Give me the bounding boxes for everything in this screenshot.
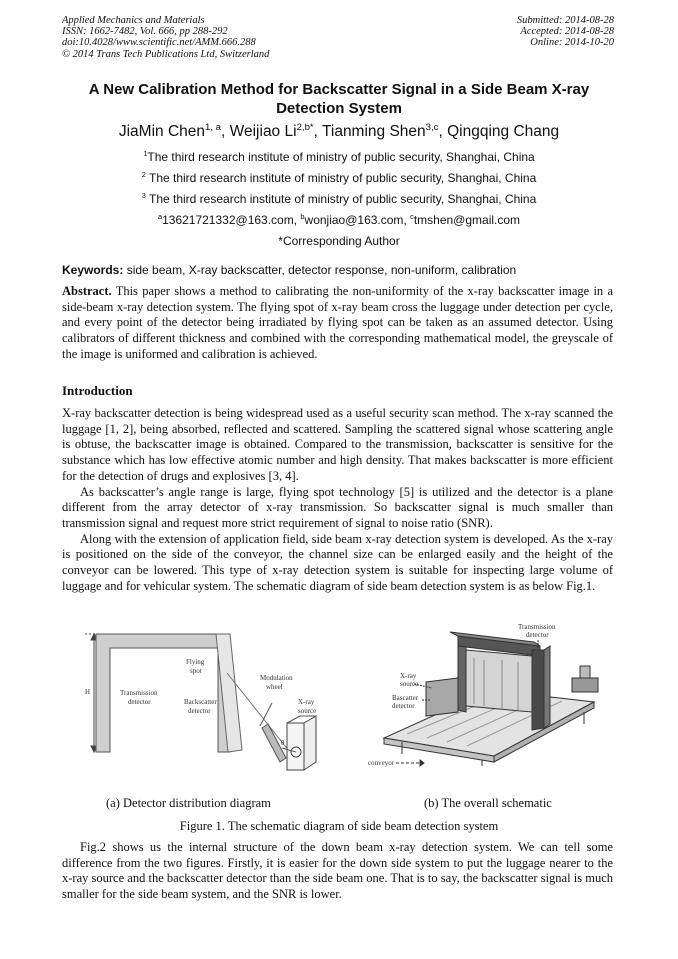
email-a: 13621721332@163.com, [162, 213, 298, 227]
author-name: Weijiao Li [229, 123, 297, 140]
label-b-transmission-detector-2: detector [526, 631, 549, 639]
label-xray-source-2: source [298, 707, 317, 715]
intro-paragraph-2: As backscatter’s angle range is large, flying spot technology [5] is utilized and the detector is a plane different from the array detector of x-ray transmission. So backscatter signal is much smaller than transmission signal and request more strict requirement of signal to noise ratio (SNR). [62, 484, 613, 530]
label-b-xray-source: X-ray [400, 672, 417, 680]
intro-paragraph-1: X-ray backscatter detection is being widespread used as a useful security scan method. The x-ray scanned the luggage [1, 2], being absorbed, reflected and scattered. Sampling the scattered signal whose scattering angle is obtuse, the backscatter image is obtained. Compared to the transmission, backscatter is sensitive for the substance which has low effective atomic number and high density. That makes backscatter is more efficient for the detection of drugs and explosives [3, 4]. [62, 406, 613, 483]
figure-1b-overall-schematic [362, 620, 612, 770]
abstract-text: This paper shows a method to calibrating the non-uniformity of the x-ray backscatter image in a side-beam x-ray detection system. The flying spot of x-ray beam cross the luggage under detection per cycle, and every point of the detector being irradiated by flying spot can be taken as an assumed detector. Using calibrators of different thickness and combined with the corresponding mathematical model, the greyscale of the image is uniformed and calibration is achieved. [62, 284, 614, 361]
abstract-label: Abstract. [62, 284, 112, 298]
introduction-body [62, 406, 613, 594]
label-theta: θ [281, 739, 285, 747]
label-b-transmission-detector: Transmission [518, 623, 556, 631]
submitted-date: Submitted: 2014-08-28 [516, 15, 614, 26]
affiliation-2 [62, 171, 616, 185]
label-modulation-wheel: Modulation [260, 674, 293, 682]
email-sup: c [410, 212, 414, 221]
section-heading-introduction: Introduction [62, 383, 133, 398]
accepted-date: Accepted: 2014-08-28 [520, 26, 614, 38]
label-backscatter-detector-2: detector [188, 707, 211, 715]
aff-sup: 1 [143, 149, 148, 158]
label-transmission-detector: Transmission [120, 689, 158, 697]
keywords-text: side beam, X-ray backscatter, detector response, non-uniform, calibration [126, 263, 517, 277]
affiliation-3 [62, 192, 616, 206]
dates-info [517, 15, 614, 49]
author-list: JiaMin Chen$^{1, a}$, Weijiao $Li^{2,b*}$, Tianming Shen$^{3,c}$, Qingqing Chang [118, 121, 560, 140]
keywords [62, 263, 616, 277]
author-name: JiaMin Chen [118, 123, 205, 140]
corresponding-author: *Corresponding Author [278, 234, 400, 248]
author-sup: 2,b* [296, 121, 314, 133]
label-transmission-detector-2: detector [128, 698, 151, 706]
label-b-xray-source-2: source [400, 680, 419, 688]
fig2-paragraph-text: Fig.2 shows us the internal structure of the down beam x-ray detection system. We can tell some difference from the two figures. Firstly, it is easier for the down side system to put the luggage nearer to the x-ray source and the backscatter detector than the side beam one. That is to say, the backscatter signal is much smaller for the side beam system, and the SNR is lower. [62, 840, 613, 902]
author-name: Qingqing Chang [447, 123, 560, 140]
figure-1-caption: Figure 1. The schematic diagram of side beam detection system [179, 819, 499, 833]
intro-paragraph-3: Along with the extension of application field, side beam x-ray detection system is developed. As the x-ray is positioned on the side of the conveyor, the channel size can be enlarged easily and the height of the conveyor can be lowered. This type of x-ray detection system is suitable for inspecting large volume of luggage and for vehicular system. The schematic diagram of side beam detection system is as below Fig.1. [62, 531, 613, 593]
email-sup: a [157, 212, 163, 221]
issn-line: ISSN: 1662-7482, Vol. 666, pp 288-292 [62, 26, 228, 38]
aff-text: The third research institute of ministry of public security, Shanghai, China [148, 171, 537, 185]
paragraph-fig2 [62, 840, 613, 903]
label-modulation-wheel-2: wheel [266, 683, 283, 691]
email-line [62, 213, 616, 227]
email-b: wonjiao@163.com, [304, 213, 407, 227]
author-sup: 3,c [425, 121, 439, 133]
paper-title: A New Calibration Method for Backscatter Signal in a Side Beam X-ray Detection System [88, 81, 590, 117]
email-c: tmshen@gmail.com [413, 213, 521, 227]
online-date: Online: 2014-10-20 [530, 37, 614, 49]
figure-1a-subcaption: (a) Detector distribution diagram [106, 796, 271, 810]
label-xray-source: X-ray [298, 698, 315, 706]
aff-text: The third research institute of ministry of public security, Shanghai, China [148, 192, 537, 206]
copyright-line: © 2014 Trans Tech Publications Ltd, Switzerland [62, 48, 270, 60]
label-h: H [85, 688, 91, 696]
label-b-backscatter-detector: Bascatter [392, 694, 419, 702]
label-b-conveyor: conveyor [368, 759, 395, 767]
figure-1a-detector-diagram [82, 628, 332, 788]
aff-sup: 2 [141, 170, 146, 179]
aff-text: The third research institute of ministry of public security, Shanghai, China [147, 150, 535, 164]
label-flying-spot: Flying [186, 658, 205, 666]
author-sup: 1, a [205, 121, 222, 133]
abstract [62, 284, 613, 363]
label-b-backscatter-detector-2: detector [392, 702, 415, 710]
label-backscatter-detector: Backscatter [184, 698, 217, 706]
label-flying-spot-2: spot [190, 667, 202, 675]
journal-info [62, 15, 269, 60]
journal-name: Applied Mechanics and Materials [62, 15, 205, 26]
figure-1b-subcaption: (b) The overall schematic [424, 796, 552, 810]
author-name: Tianming Shen [321, 123, 426, 140]
doi-line: doi:10.4028/www.scientific.net/AMM.666.288 [62, 37, 256, 49]
aff-sup: 3 [141, 191, 146, 200]
affiliation-1 [62, 150, 616, 164]
email-sup: b [300, 212, 305, 221]
keywords-label: Keywords: [62, 263, 124, 277]
